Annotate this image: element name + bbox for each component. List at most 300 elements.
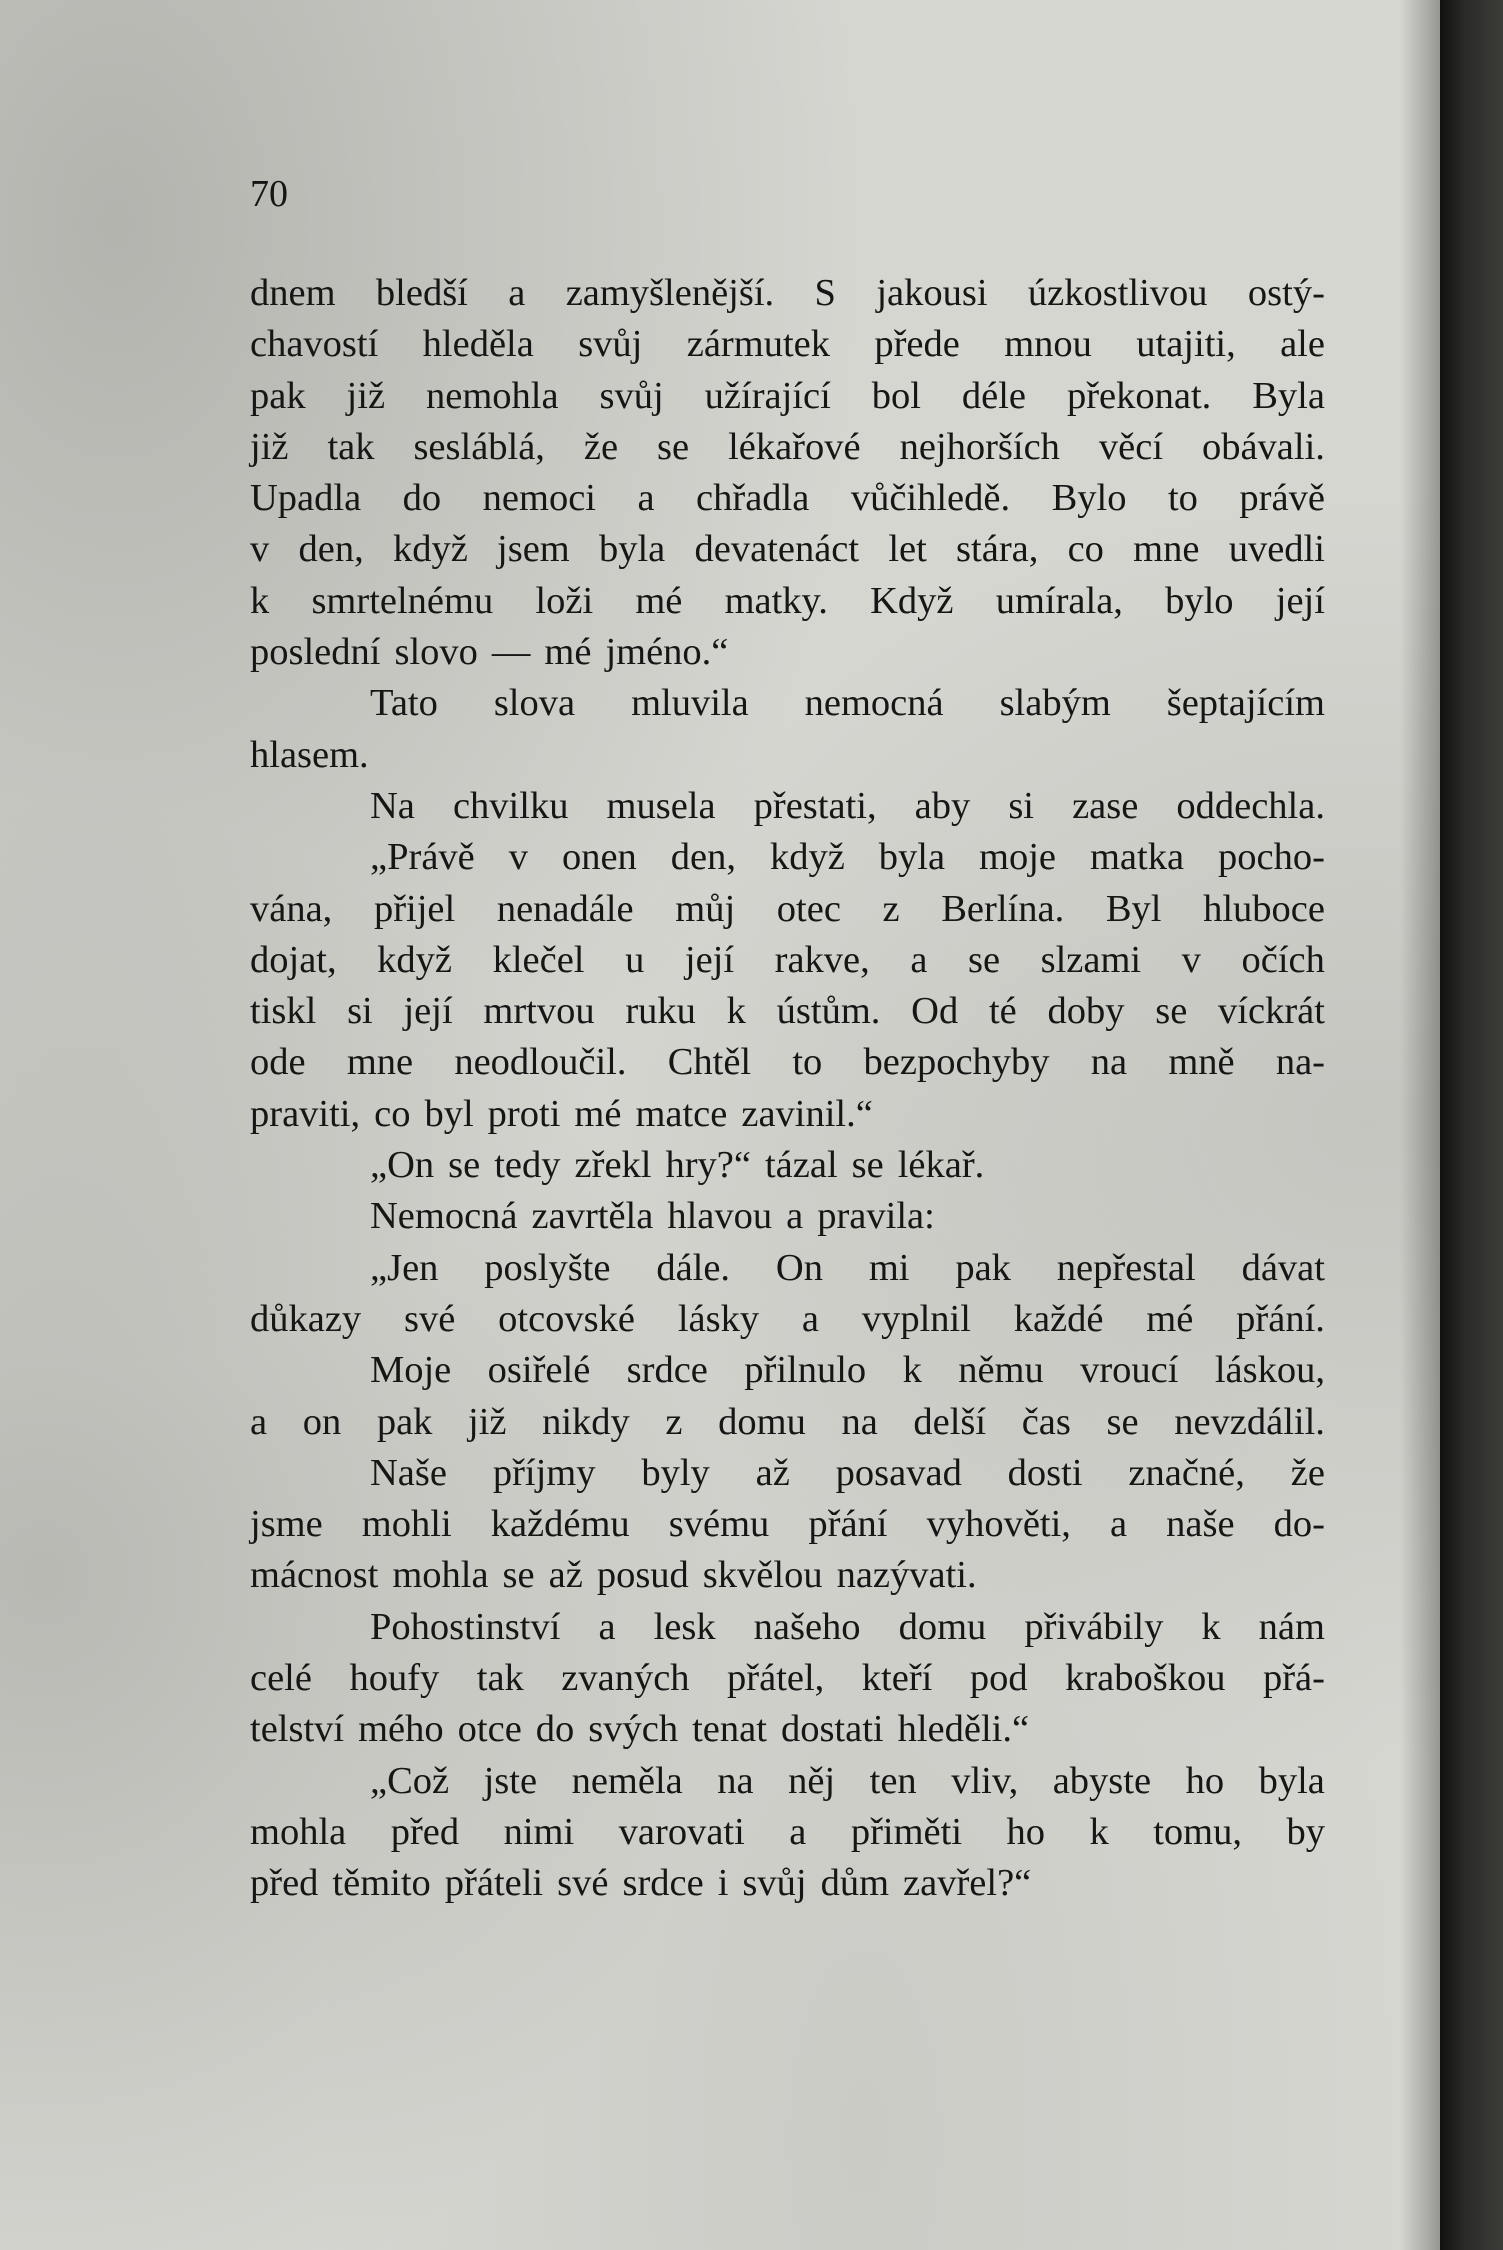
word: tomu,	[1153, 1810, 1242, 1853]
word: telství	[250, 1708, 345, 1751]
word: Byl	[1105, 887, 1162, 930]
word: chavostí	[250, 323, 379, 366]
word: již	[346, 374, 386, 417]
word: Upadla	[250, 477, 362, 520]
text-line	[250, 1243, 1325, 1294]
word: moje	[979, 836, 1056, 879]
text-line	[250, 1550, 1325, 1601]
word: on	[302, 1400, 342, 1443]
word: tenat	[692, 1708, 767, 1751]
text-line	[250, 1397, 1325, 1448]
word: proti	[487, 1092, 561, 1135]
text-line	[250, 1448, 1325, 1499]
word: mé	[574, 1092, 622, 1135]
word: slabým	[999, 682, 1111, 725]
word: a	[786, 1195, 804, 1238]
word: otec	[776, 887, 841, 930]
word: něj	[788, 1759, 836, 1802]
word: abyste	[1052, 1759, 1152, 1802]
word: k	[1201, 1605, 1221, 1648]
word: mé	[1146, 1297, 1194, 1340]
word: byla	[878, 836, 946, 879]
word: vroucí	[1080, 1349, 1179, 1392]
word: šeptajícím	[1166, 682, 1325, 725]
word: věcí	[1098, 425, 1164, 468]
word: to	[792, 1041, 823, 1084]
text-line	[250, 1602, 1325, 1653]
word: pocho-	[1218, 836, 1325, 879]
word: co	[374, 1092, 411, 1135]
word: ostý-	[1247, 272, 1325, 314]
word: dále.	[656, 1246, 731, 1289]
word: posud	[596, 1554, 689, 1597]
book-edge	[1440, 0, 1503, 2250]
word: otce	[457, 1708, 522, 1751]
word: svůj	[742, 1862, 807, 1905]
word: slovo	[394, 631, 478, 674]
word: Bylo	[1051, 477, 1127, 520]
word: co	[1067, 528, 1104, 571]
word: Berlína.	[941, 887, 1065, 930]
word: „On	[370, 1144, 435, 1187]
word: se	[448, 1144, 481, 1187]
word: na	[841, 1400, 878, 1443]
word: svých	[588, 1708, 679, 1751]
word: —	[491, 631, 531, 674]
word: se	[1155, 990, 1188, 1033]
word: otcovské	[498, 1297, 635, 1340]
word: do	[535, 1708, 575, 1751]
word: a	[598, 1605, 616, 1648]
word: z	[665, 1400, 683, 1443]
word: do	[402, 477, 442, 520]
word: jste	[483, 1759, 538, 1802]
word: loži	[535, 579, 594, 622]
word: k	[250, 579, 270, 622]
word: mohli	[361, 1503, 452, 1546]
word: mého	[358, 1708, 444, 1751]
word: dům	[820, 1862, 890, 1905]
word: čas	[1021, 1400, 1071, 1443]
word: lásky	[677, 1297, 760, 1340]
word: matky.	[724, 579, 828, 622]
word: nevzdálil.	[1174, 1400, 1325, 1443]
word: přá-	[1262, 1657, 1325, 1700]
word: bledší	[375, 272, 468, 314]
word: vliv,	[951, 1759, 1019, 1802]
word: hry?“	[665, 1144, 751, 1187]
word: ruku	[625, 990, 696, 1033]
word: tázal	[764, 1144, 838, 1187]
word: se	[502, 1554, 535, 1597]
word: Chtěl	[667, 1041, 752, 1084]
word: před	[390, 1810, 460, 1853]
word: se	[657, 425, 690, 468]
word: a	[637, 477, 655, 520]
word: domu	[718, 1400, 806, 1443]
word: osiřelé	[487, 1349, 591, 1392]
word: bol	[871, 374, 921, 417]
word: srdce	[626, 1349, 708, 1392]
word: němu	[958, 1349, 1044, 1392]
word: hleděli.“	[897, 1708, 1030, 1751]
word: oddechla.	[1176, 784, 1325, 827]
word: mi	[868, 1246, 910, 1289]
word: obávali.	[1201, 425, 1325, 468]
word: klečel	[492, 938, 585, 981]
word: na	[717, 1759, 754, 1802]
word: déle	[961, 374, 1027, 417]
word: jakousi	[876, 272, 988, 314]
word: přilnulo	[744, 1349, 867, 1392]
word: mnou	[1004, 323, 1092, 366]
word: si	[347, 990, 373, 1033]
word: praviti,	[250, 1092, 361, 1135]
word: neměla	[571, 1759, 683, 1802]
word: dojat,	[250, 938, 337, 981]
word: celé	[250, 1657, 312, 1700]
word: poslední	[250, 631, 381, 674]
word: značné,	[1128, 1451, 1245, 1494]
word: svůj	[599, 374, 664, 417]
word: neodloučil.	[454, 1041, 627, 1084]
word: zvaných	[561, 1657, 690, 1700]
word: našeho	[753, 1605, 861, 1648]
word: a	[789, 1810, 807, 1853]
word: mohla	[250, 1810, 347, 1853]
word: ale	[1280, 323, 1325, 366]
text-line	[250, 576, 1325, 627]
word: víckrát	[1218, 990, 1325, 1033]
text-line	[250, 422, 1325, 473]
word: skvělou	[702, 1554, 823, 1597]
word: to	[1167, 477, 1198, 520]
word: mácnost	[250, 1554, 379, 1597]
word: Pohostinství	[370, 1605, 561, 1648]
word: Na	[370, 784, 415, 827]
word: ode	[250, 1041, 306, 1084]
word: Naše	[370, 1451, 447, 1494]
word: chvilku	[452, 784, 569, 827]
text-line	[250, 884, 1325, 935]
page-number: 70	[250, 173, 288, 215]
word: devatenáct	[694, 528, 860, 571]
word: vůčihledě.	[850, 477, 1011, 520]
word: přátel,	[727, 1657, 825, 1700]
word: ho	[1185, 1759, 1225, 1802]
text-line	[250, 1345, 1325, 1396]
word: nemohla	[425, 374, 559, 417]
word: nazývati.	[836, 1554, 977, 1597]
word: její	[1275, 579, 1325, 622]
word: posavad	[835, 1451, 962, 1494]
word: až	[548, 1554, 583, 1597]
word: jméno.“	[605, 631, 729, 674]
word: na	[1090, 1041, 1128, 1084]
word: přivábily	[1024, 1605, 1164, 1648]
word: že	[1290, 1451, 1325, 1494]
word: již	[250, 425, 289, 468]
word: se	[851, 1144, 884, 1187]
word: onen	[561, 836, 637, 879]
word: pravila:	[817, 1195, 935, 1238]
word: doby	[1047, 990, 1125, 1033]
word: se	[967, 938, 1001, 981]
word: zavinil.“	[741, 1092, 873, 1135]
word: hlasem.	[250, 733, 369, 776]
word: Tato	[370, 682, 438, 725]
text-line	[250, 1858, 1325, 1909]
word: zármutek	[686, 323, 830, 366]
word: mohla	[392, 1554, 489, 1597]
word: vyhověti,	[926, 1503, 1071, 1546]
word: můj	[675, 887, 736, 930]
word: ústům.	[776, 990, 881, 1033]
word: byl	[424, 1092, 474, 1135]
word: nemoci	[482, 477, 596, 520]
word: „Právě	[370, 836, 475, 879]
text-line	[250, 1140, 1325, 1191]
word: mé	[544, 631, 592, 674]
text-line	[250, 1653, 1325, 1704]
word: nimi	[503, 1810, 575, 1853]
word: S	[814, 272, 836, 314]
word: varovati	[618, 1810, 745, 1853]
text-line	[250, 986, 1325, 1037]
word: lesk	[653, 1605, 716, 1648]
text-line	[250, 371, 1325, 422]
text-line	[250, 730, 1325, 781]
word: její	[403, 990, 453, 1033]
word: On	[775, 1246, 823, 1289]
text-line	[250, 1294, 1325, 1345]
word: přáteli	[444, 1862, 544, 1905]
word: když	[769, 836, 845, 879]
word: právě	[1239, 477, 1325, 520]
word: když	[377, 938, 453, 981]
word: tedy	[494, 1144, 561, 1187]
text-line	[250, 1704, 1325, 1755]
text-line	[250, 524, 1325, 575]
body-text	[250, 268, 1325, 1910]
word: lékařové	[728, 425, 861, 468]
word: si	[1008, 784, 1034, 827]
word: nemocná	[804, 682, 944, 725]
word: zase	[1072, 784, 1139, 827]
word: pak	[250, 374, 306, 417]
word: ho	[1006, 1810, 1045, 1853]
word: pod	[969, 1657, 1028, 1700]
word: vyplnil	[861, 1297, 971, 1340]
word: lékař.	[897, 1144, 985, 1187]
word: u	[625, 938, 645, 981]
word: nepřestal	[1056, 1246, 1196, 1289]
text-line	[250, 1756, 1325, 1807]
word: se	[1106, 1400, 1139, 1443]
word: nenadále	[496, 887, 634, 930]
word: matka	[1089, 836, 1185, 879]
word: láskou,	[1214, 1349, 1325, 1392]
word: v	[1181, 938, 1201, 981]
word: své	[404, 1297, 456, 1340]
word: pak	[376, 1400, 433, 1443]
word: Nemocná	[370, 1195, 518, 1238]
word: hluboce	[1203, 887, 1325, 930]
word: hleděla	[422, 323, 534, 366]
word: kteří	[861, 1657, 933, 1700]
word: když	[392, 528, 468, 571]
word: přání.	[1236, 1297, 1325, 1340]
word: jsme	[250, 1503, 323, 1546]
word: z	[882, 887, 900, 930]
word: překonat.	[1066, 374, 1212, 417]
word: Moje	[370, 1349, 452, 1392]
word: důkazy	[250, 1297, 362, 1340]
word: a	[508, 272, 526, 314]
word: houfy	[349, 1657, 440, 1700]
text-line	[250, 1089, 1325, 1140]
word: svému	[668, 1503, 770, 1546]
word: byla	[1258, 1759, 1325, 1802]
word: bezpochyby	[863, 1041, 1050, 1084]
word: až	[755, 1451, 790, 1494]
word: příjmy	[492, 1451, 596, 1494]
word: tak	[476, 1657, 524, 1700]
word: vána,	[250, 887, 333, 930]
word: mluvila	[631, 682, 749, 725]
word: zamyšlenější.	[565, 272, 775, 314]
word: té	[988, 990, 1017, 1033]
text-line	[250, 935, 1325, 986]
text-line	[250, 1191, 1325, 1242]
word: dnem	[250, 272, 336, 314]
word: zavřel?“	[903, 1862, 1032, 1905]
word: a	[1110, 1503, 1128, 1546]
word: Když	[870, 579, 954, 622]
text-line	[250, 678, 1325, 729]
word: těmito	[332, 1862, 431, 1905]
word: den,	[670, 836, 736, 879]
word: očích	[1241, 938, 1325, 981]
text-line	[250, 1807, 1325, 1858]
word: na-	[1275, 1041, 1325, 1084]
word: matce	[635, 1092, 728, 1135]
word: kraboškou	[1065, 1657, 1226, 1700]
word: byla	[598, 528, 666, 571]
word: mé	[635, 579, 683, 622]
word: tak	[327, 425, 375, 468]
word: mně	[1168, 1041, 1235, 1084]
word: nejhorších	[899, 425, 1060, 468]
word: její	[684, 938, 735, 981]
word: k	[902, 1349, 922, 1392]
word: úzkostlivou	[1027, 272, 1208, 314]
word: sesláblá,	[413, 425, 545, 468]
word: zřekl	[574, 1144, 652, 1187]
word: srdce	[622, 1862, 704, 1905]
word: den,	[298, 528, 364, 571]
word: let	[888, 528, 927, 571]
word: mne	[346, 1041, 414, 1084]
word: před	[250, 1862, 319, 1905]
word: stára,	[956, 528, 1039, 571]
word: každému	[490, 1503, 630, 1546]
word: užírající	[704, 374, 831, 417]
word: „Což	[370, 1759, 450, 1802]
word: nám	[1258, 1605, 1325, 1648]
word: jsem	[497, 528, 570, 571]
word: smrtelnému	[311, 579, 494, 622]
word: k	[1089, 1810, 1109, 1853]
word: zavrtěla	[531, 1195, 654, 1238]
word: do-	[1273, 1503, 1325, 1546]
word: dostati	[780, 1708, 884, 1751]
word: delší	[913, 1400, 987, 1443]
word: a	[910, 938, 928, 981]
word: „Jen	[370, 1246, 439, 1289]
word: aby	[914, 784, 971, 827]
word: svůj	[578, 323, 643, 366]
word: a	[250, 1400, 268, 1443]
word: dosti	[1007, 1451, 1083, 1494]
word: domu	[898, 1605, 987, 1648]
text-line	[250, 832, 1325, 883]
word: pak	[955, 1246, 1011, 1289]
word: by	[1286, 1810, 1325, 1853]
word: přiměti	[850, 1810, 963, 1853]
word: přání	[808, 1503, 888, 1546]
word: slova	[493, 682, 576, 725]
word: chřadla	[696, 477, 810, 520]
word: naše	[1166, 1503, 1235, 1546]
word: Byla	[1252, 374, 1325, 417]
word: i	[717, 1862, 729, 1905]
word: musela	[606, 784, 716, 827]
word: každé	[1013, 1297, 1104, 1340]
word: že	[583, 425, 619, 468]
word: a	[801, 1297, 819, 1340]
word: nikdy	[542, 1400, 630, 1443]
word: přijel	[373, 887, 456, 930]
word: v	[250, 528, 270, 571]
text-line	[250, 268, 1325, 319]
text-line	[250, 1499, 1325, 1550]
word: mne	[1133, 528, 1200, 571]
text-line	[250, 781, 1325, 832]
word: poslyšte	[484, 1246, 611, 1289]
word: slzami	[1040, 938, 1142, 981]
word: mrtvou	[483, 990, 595, 1033]
word: přede	[874, 323, 960, 366]
word: Od	[911, 990, 959, 1033]
word: uvedli	[1228, 528, 1325, 571]
word: rakve,	[774, 938, 870, 981]
text-line	[250, 319, 1325, 370]
text-line	[250, 627, 1325, 678]
word: v	[508, 836, 528, 879]
word: umírala,	[995, 579, 1123, 622]
text-line	[250, 1037, 1325, 1088]
word: bylo	[1165, 579, 1234, 622]
word: hlavou	[667, 1195, 773, 1238]
word: utajiti,	[1136, 323, 1236, 366]
word: byly	[641, 1451, 710, 1494]
word: přestati,	[753, 784, 877, 827]
word: k	[726, 990, 746, 1033]
word: dávat	[1241, 1246, 1325, 1289]
text-line	[250, 473, 1325, 524]
word: tiskl	[250, 990, 317, 1033]
